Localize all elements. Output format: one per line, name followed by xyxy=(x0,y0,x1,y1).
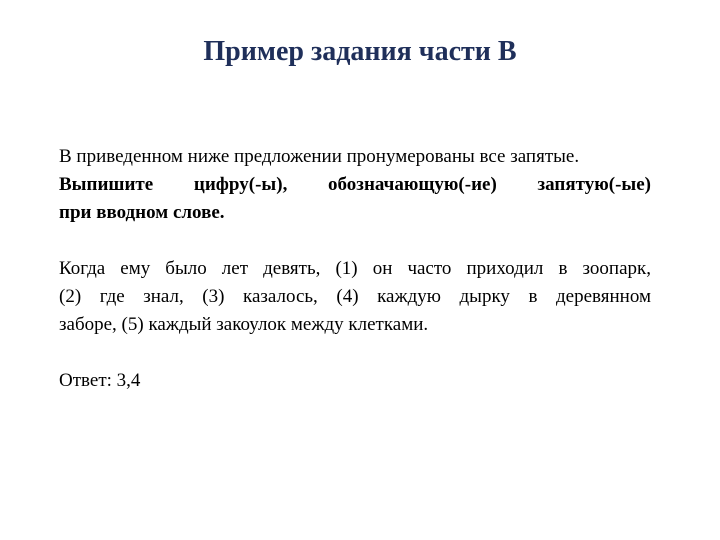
sentence-line-3: заборе, (5) каждый закоулок между клетками. xyxy=(59,314,429,335)
instruction-intro: В приведенном ниже предложении пронумерованы все запятые. xyxy=(59,146,580,167)
answer-text: Ответ: 3,4 xyxy=(59,370,141,391)
instruction-task-line-2: при вводном слове. xyxy=(59,202,225,223)
sentence-line-1: Когда ему было лет девять, (1) он часто приходил в зоопарк, xyxy=(59,258,651,279)
example-sentence xyxy=(59,255,651,339)
instruction-block xyxy=(59,143,651,227)
slide-title: Пример задания части B xyxy=(203,36,517,67)
instruction-task-line-1: Выпишите цифру(-ы), обозначающую(-ие) запятую(-ые) xyxy=(59,174,651,195)
spacer xyxy=(59,227,651,255)
sentence-line-2: (2) где знал, (3) казалось, (4) каждую дырку в деревянном xyxy=(59,286,651,307)
spacer xyxy=(59,339,651,367)
slide-content xyxy=(59,143,651,395)
